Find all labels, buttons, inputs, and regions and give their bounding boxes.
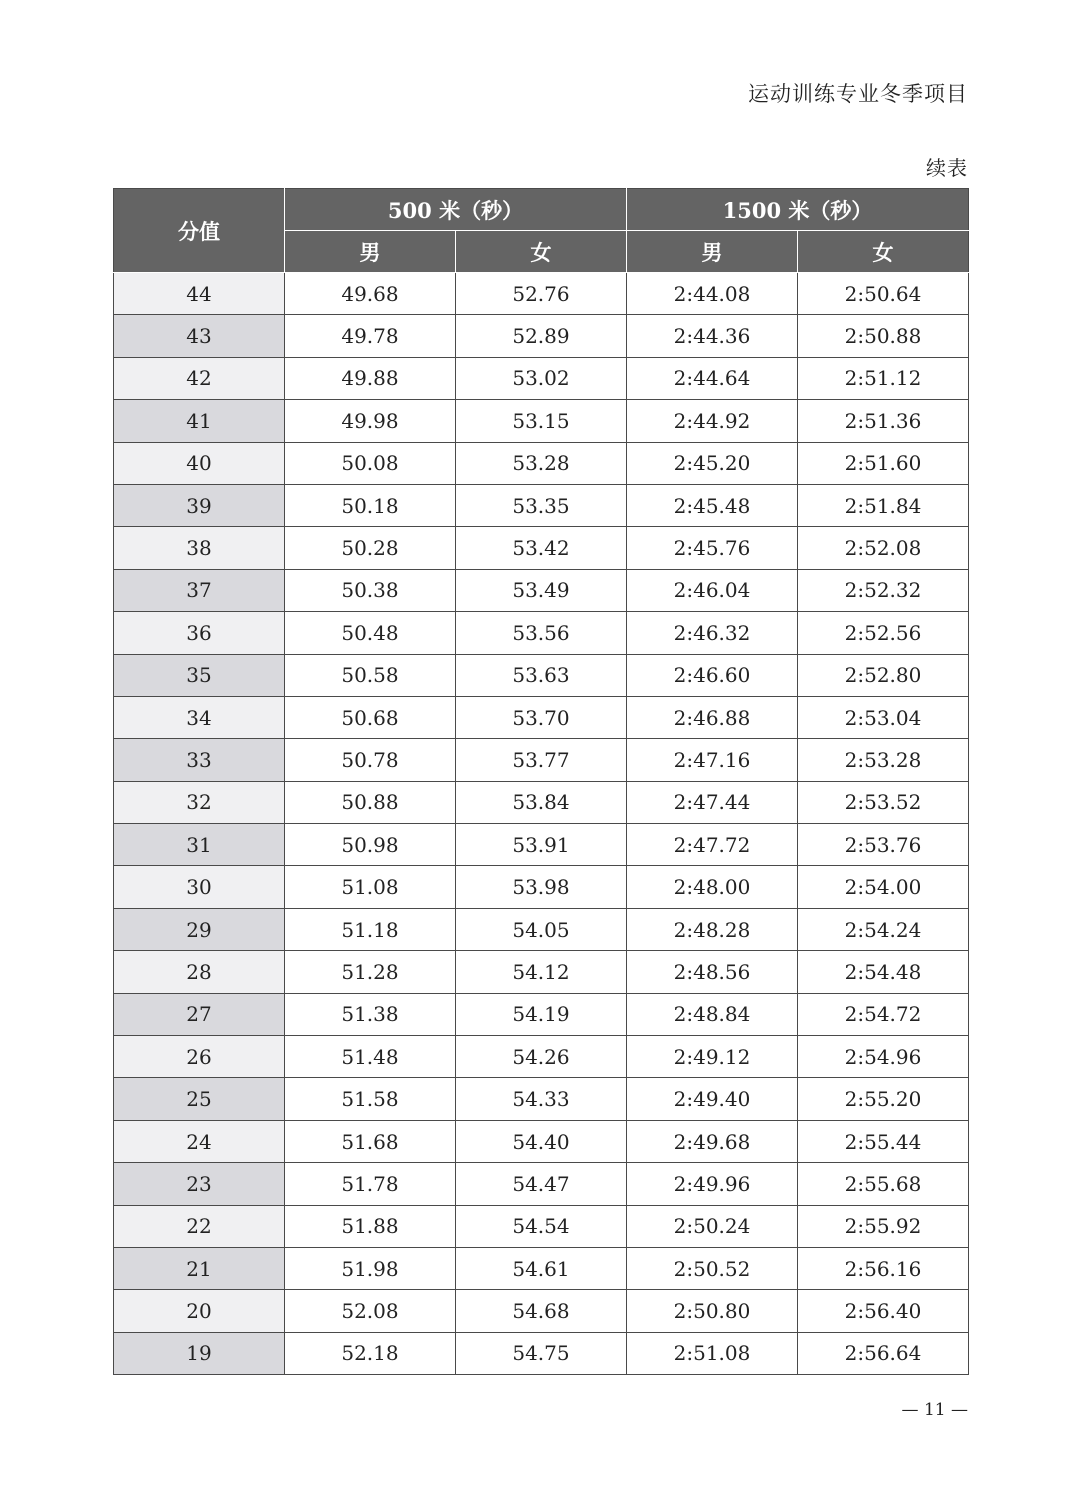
score-cell: 28	[114, 951, 285, 993]
cell-1500m-male: 2:45.20	[627, 442, 798, 484]
cell-500m-female: 53.56	[456, 612, 627, 654]
table-row	[114, 1078, 969, 1120]
group-header-500m: 500 米（秒）	[285, 189, 627, 231]
cell-1500m-male: 2:44.92	[627, 400, 798, 442]
table-row	[114, 654, 969, 696]
table-row	[114, 1036, 969, 1078]
cell-1500m-male: 2:46.04	[627, 569, 798, 611]
cell-1500m-female: 2:51.12	[798, 357, 969, 399]
score-cell: 24	[114, 1120, 285, 1162]
score-cell: 25	[114, 1078, 285, 1120]
cell-1500m-male: 2:49.12	[627, 1036, 798, 1078]
score-cell: 26	[114, 1036, 285, 1078]
cell-500m-male: 49.98	[285, 400, 456, 442]
cell-500m-male: 52.18	[285, 1332, 456, 1374]
score-cell: 41	[114, 400, 285, 442]
cell-500m-male: 50.38	[285, 569, 456, 611]
cell-1500m-female: 2:51.60	[798, 442, 969, 484]
cell-500m-male: 50.18	[285, 484, 456, 526]
cell-500m-female: 54.54	[456, 1205, 627, 1247]
cell-1500m-male: 2:44.64	[627, 357, 798, 399]
score-cell: 34	[114, 696, 285, 738]
cell-1500m-male: 2:51.08	[627, 1332, 798, 1374]
cell-500m-male: 50.48	[285, 612, 456, 654]
cell-1500m-male: 2:45.48	[627, 484, 798, 526]
cell-1500m-female: 2:56.16	[798, 1247, 969, 1289]
cell-1500m-male: 2:46.32	[627, 612, 798, 654]
cell-1500m-female: 2:56.40	[798, 1290, 969, 1332]
table-row	[114, 273, 969, 315]
cell-1500m-male: 2:47.44	[627, 781, 798, 823]
table-row	[114, 569, 969, 611]
score-cell: 31	[114, 824, 285, 866]
cell-500m-male: 50.88	[285, 781, 456, 823]
table-row	[114, 1332, 969, 1374]
score-column-header: 分值	[114, 189, 285, 273]
cell-1500m-female: 2:54.96	[798, 1036, 969, 1078]
cell-1500m-female: 2:54.48	[798, 951, 969, 993]
group-header-1500m: 1500 米（秒）	[627, 189, 969, 231]
cell-1500m-female: 2:53.52	[798, 781, 969, 823]
cell-500m-female: 53.28	[456, 442, 627, 484]
table-row	[114, 993, 969, 1035]
cell-500m-male: 50.08	[285, 442, 456, 484]
cell-1500m-female: 2:55.68	[798, 1163, 969, 1205]
score-cell: 27	[114, 993, 285, 1035]
table-row	[114, 739, 969, 781]
cell-1500m-female: 2:50.64	[798, 273, 969, 315]
cell-500m-female: 53.15	[456, 400, 627, 442]
table-row	[114, 357, 969, 399]
score-cell: 32	[114, 781, 285, 823]
score-cell: 22	[114, 1205, 285, 1247]
cell-1500m-male: 2:48.56	[627, 951, 798, 993]
cell-500m-male: 50.78	[285, 739, 456, 781]
table-row	[114, 315, 969, 357]
table-row	[114, 484, 969, 526]
table-body	[114, 273, 969, 1375]
cell-1500m-male: 2:50.24	[627, 1205, 798, 1247]
cell-1500m-male: 2:49.40	[627, 1078, 798, 1120]
cell-500m-female: 54.40	[456, 1120, 627, 1162]
cell-500m-female: 53.91	[456, 824, 627, 866]
cell-500m-male: 49.88	[285, 357, 456, 399]
table-row	[114, 1205, 969, 1247]
cell-1500m-male: 2:47.72	[627, 824, 798, 866]
cell-500m-male: 51.88	[285, 1205, 456, 1247]
cell-1500m-female: 2:52.80	[798, 654, 969, 696]
score-cell: 44	[114, 273, 285, 315]
cell-1500m-male: 2:44.36	[627, 315, 798, 357]
table-row	[114, 696, 969, 738]
cell-500m-male: 52.08	[285, 1290, 456, 1332]
table-row	[114, 442, 969, 484]
cell-1500m-male: 2:44.08	[627, 273, 798, 315]
cell-500m-female: 53.84	[456, 781, 627, 823]
score-cell: 23	[114, 1163, 285, 1205]
cell-1500m-male: 2:46.60	[627, 654, 798, 696]
cell-1500m-male: 2:48.84	[627, 993, 798, 1035]
cell-1500m-female: 2:54.72	[798, 993, 969, 1035]
cell-1500m-female: 2:53.04	[798, 696, 969, 738]
score-cell: 42	[114, 357, 285, 399]
cell-500m-female: 53.98	[456, 866, 627, 908]
cell-500m-female: 54.12	[456, 951, 627, 993]
table-row	[114, 527, 969, 569]
score-cell: 37	[114, 569, 285, 611]
cell-1500m-female: 2:51.36	[798, 400, 969, 442]
score-cell: 40	[114, 442, 285, 484]
score-cell: 19	[114, 1332, 285, 1374]
cell-500m-male: 51.08	[285, 866, 456, 908]
cell-1500m-male: 2:49.68	[627, 1120, 798, 1162]
cell-500m-female: 54.61	[456, 1247, 627, 1289]
cell-500m-male: 51.28	[285, 951, 456, 993]
cell-500m-female: 53.42	[456, 527, 627, 569]
cell-500m-female: 53.35	[456, 484, 627, 526]
cell-500m-female: 54.26	[456, 1036, 627, 1078]
cell-500m-male: 51.58	[285, 1078, 456, 1120]
cell-500m-male: 51.78	[285, 1163, 456, 1205]
cell-1500m-female: 2:54.00	[798, 866, 969, 908]
page-number: — 11 —	[901, 1400, 968, 1420]
score-cell: 29	[114, 908, 285, 950]
running-header-title: 运动训练专业冬季项目	[748, 82, 968, 106]
table-row	[114, 866, 969, 908]
cell-1500m-male: 2:49.96	[627, 1163, 798, 1205]
cell-1500m-female: 2:54.24	[798, 908, 969, 950]
cell-500m-female: 54.47	[456, 1163, 627, 1205]
cell-500m-female: 53.63	[456, 654, 627, 696]
cell-1500m-female: 2:50.88	[798, 315, 969, 357]
cell-500m-male: 49.78	[285, 315, 456, 357]
table-row	[114, 1163, 969, 1205]
score-cell: 21	[114, 1247, 285, 1289]
header-1500m-female: 女	[798, 231, 969, 273]
cell-1500m-female: 2:55.44	[798, 1120, 969, 1162]
table-row	[114, 1247, 969, 1289]
cell-1500m-female: 2:55.92	[798, 1205, 969, 1247]
continued-label: 续表	[926, 156, 968, 180]
cell-500m-male: 51.48	[285, 1036, 456, 1078]
cell-1500m-female: 2:52.32	[798, 569, 969, 611]
table-row	[114, 824, 969, 866]
cell-1500m-male: 2:48.00	[627, 866, 798, 908]
cell-500m-female: 52.76	[456, 273, 627, 315]
cell-500m-female: 54.33	[456, 1078, 627, 1120]
cell-1500m-male: 2:48.28	[627, 908, 798, 950]
cell-1500m-female: 2:52.08	[798, 527, 969, 569]
cell-500m-male: 51.18	[285, 908, 456, 950]
score-cell: 36	[114, 612, 285, 654]
cell-1500m-female: 2:52.56	[798, 612, 969, 654]
cell-500m-female: 54.19	[456, 993, 627, 1035]
cell-1500m-female: 2:51.84	[798, 484, 969, 526]
table-row	[114, 908, 969, 950]
cell-500m-male: 50.28	[285, 527, 456, 569]
cell-500m-female: 54.75	[456, 1332, 627, 1374]
table-row	[114, 781, 969, 823]
cell-1500m-female: 2:53.76	[798, 824, 969, 866]
cell-1500m-female: 2:53.28	[798, 739, 969, 781]
cell-500m-male: 51.98	[285, 1247, 456, 1289]
cell-500m-male: 50.68	[285, 696, 456, 738]
table-header	[114, 189, 969, 273]
cell-500m-female: 53.02	[456, 357, 627, 399]
cell-500m-female: 54.05	[456, 908, 627, 950]
score-cell: 35	[114, 654, 285, 696]
cell-500m-male: 50.98	[285, 824, 456, 866]
cell-500m-male: 51.38	[285, 993, 456, 1035]
score-cell: 38	[114, 527, 285, 569]
cell-1500m-male: 2:46.88	[627, 696, 798, 738]
cell-500m-male: 50.58	[285, 654, 456, 696]
cell-500m-female: 53.49	[456, 569, 627, 611]
cell-500m-female: 54.68	[456, 1290, 627, 1332]
cell-500m-female: 52.89	[456, 315, 627, 357]
score-cell: 43	[114, 315, 285, 357]
table-row	[114, 612, 969, 654]
header-500m-male: 男	[285, 231, 456, 273]
cell-1500m-female: 2:55.20	[798, 1078, 969, 1120]
header-1500m-male: 男	[627, 231, 798, 273]
score-cell: 33	[114, 739, 285, 781]
score-table	[113, 188, 969, 1375]
cell-1500m-male: 2:50.80	[627, 1290, 798, 1332]
score-cell: 20	[114, 1290, 285, 1332]
table-row	[114, 400, 969, 442]
score-cell: 30	[114, 866, 285, 908]
header-row-groups	[114, 189, 969, 231]
cell-500m-female: 53.77	[456, 739, 627, 781]
cell-1500m-female: 2:56.64	[798, 1332, 969, 1374]
table-row	[114, 1290, 969, 1332]
cell-500m-male: 49.68	[285, 273, 456, 315]
header-500m-female: 女	[456, 231, 627, 273]
table-row	[114, 951, 969, 993]
score-cell: 39	[114, 484, 285, 526]
cell-1500m-male: 2:45.76	[627, 527, 798, 569]
table-row	[114, 1120, 969, 1162]
cell-500m-female: 53.70	[456, 696, 627, 738]
cell-1500m-male: 2:50.52	[627, 1247, 798, 1289]
cell-1500m-male: 2:47.16	[627, 739, 798, 781]
cell-500m-male: 51.68	[285, 1120, 456, 1162]
